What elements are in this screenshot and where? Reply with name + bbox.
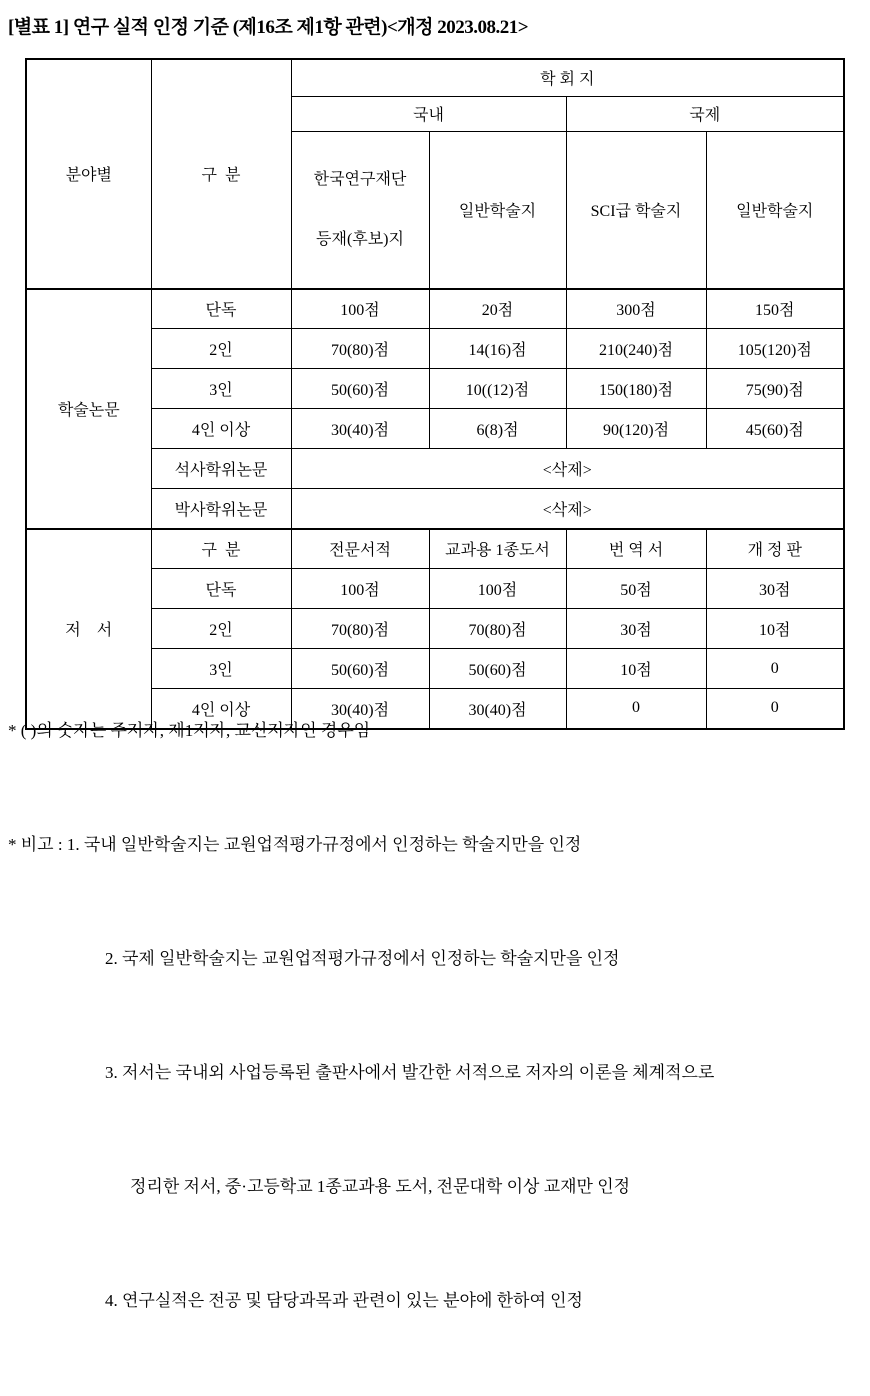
- deleted-cell: <삭제>: [291, 489, 844, 529]
- score-cell: 70(80)점: [429, 609, 566, 649]
- score-cell: 210(240)점: [566, 329, 706, 369]
- header-general-journal-domestic: 일반학술지: [429, 131, 566, 289]
- score-cell: 30점: [706, 569, 844, 609]
- score-cell: 150(180)점: [566, 369, 706, 409]
- deleted-cell: <삭제>: [291, 449, 844, 489]
- books-header-division: 구 분: [151, 529, 291, 569]
- score-cell: 0: [706, 689, 844, 729]
- books-header-professional: 전문서적: [291, 529, 429, 569]
- score-cell: 50(60)점: [429, 649, 566, 689]
- division-cell: 3인: [151, 649, 291, 689]
- section-label-books: 저 서: [26, 529, 151, 729]
- table-row: [26, 529, 844, 569]
- footnote-remark-1: * 비고 : 1. 국내 일반학술지는 교원업적평가규정에서 인정하는 학술지만을 인정: [8, 835, 582, 854]
- score-cell: 45(60)점: [706, 409, 844, 449]
- score-cell: 30(40)점: [291, 689, 429, 729]
- score-cell: 100점: [291, 569, 429, 609]
- section-label-papers: 학술논문: [26, 289, 151, 529]
- division-cell: 2인: [151, 609, 291, 649]
- division-cell: 단독: [151, 289, 291, 329]
- score-cell: 150점: [706, 289, 844, 329]
- score-cell: 30(40)점: [291, 409, 429, 449]
- score-cell: 90(120)점: [566, 409, 706, 449]
- division-cell: 4인 이상: [151, 689, 291, 729]
- header-domestic: 국내: [291, 96, 566, 131]
- header-division: 구 분: [151, 59, 291, 289]
- footnote-parentheses: * ( )의 숫자는 주저자, 제1저자, 교신저자인 경우임: [8, 721, 371, 740]
- books-header-revision: 개 정 판: [706, 529, 844, 569]
- books-header-translation: 번 역 서: [566, 529, 706, 569]
- footnote-remark-3: 3. 저서는 국내외 사업등록된 출판사에서 발간한 서적으로 저자의 이론을 체계적으로: [105, 1063, 715, 1082]
- footnote-remark-3-cont: 정리한 저서, 중·고등학교 1종교과용 도서, 전문대학 이상 교재만 인정: [130, 1177, 631, 1196]
- division-cell: 2인: [151, 329, 291, 369]
- division-cell: 박사학위논문: [151, 489, 291, 529]
- score-cell: 30점: [566, 609, 706, 649]
- score-cell: 10점: [706, 609, 844, 649]
- footnote-remark-4: 4. 연구실적은 전공 및 담당과목과 관련이 있는 분야에 한하여 인정: [105, 1291, 583, 1310]
- criteria-table: [25, 58, 845, 730]
- score-cell: 6(8)점: [429, 409, 566, 449]
- header-category: 분야별: [26, 59, 151, 289]
- score-cell: 50(60)점: [291, 649, 429, 689]
- books-header-textbook: 교과용 1종도서: [429, 529, 566, 569]
- page-title: [별표 1] 연구 실적 인정 기준 (제16조 제1항 관련)<개정 2023.08.21>: [8, 17, 529, 38]
- division-cell: 4인 이상: [151, 409, 291, 449]
- header-general-journal-intl: 일반학술지: [706, 131, 844, 289]
- table-row: [26, 289, 844, 329]
- header-international: 국제: [566, 96, 844, 131]
- footnote-remark-2: 2. 국제 일반학술지는 교원업적평가규정에서 인정하는 학술지만을 인정: [105, 949, 620, 968]
- score-cell: 70(80)점: [291, 609, 429, 649]
- score-cell: 20점: [429, 289, 566, 329]
- header-sci-journal: SCI급 학술지: [566, 131, 706, 289]
- score-cell: 30(40)점: [429, 689, 566, 729]
- score-cell: 0: [566, 689, 706, 729]
- division-cell: 석사학위논문: [151, 449, 291, 489]
- score-cell: 14(16)점: [429, 329, 566, 369]
- division-cell: 3인: [151, 369, 291, 409]
- division-cell: 단독: [151, 569, 291, 609]
- table-row: [26, 59, 844, 96]
- score-cell: 100점: [429, 569, 566, 609]
- header-krf-journal: 한국연구재단 등재(후보)지: [291, 131, 429, 289]
- score-cell: 70(80)점: [291, 329, 429, 369]
- score-cell: 75(90)점: [706, 369, 844, 409]
- score-cell: 50점: [566, 569, 706, 609]
- score-cell: 100점: [291, 289, 429, 329]
- footnotes: [8, 636, 864, 1396]
- score-cell: 10((12)점: [429, 369, 566, 409]
- score-cell: 300점: [566, 289, 706, 329]
- score-cell: 0: [706, 649, 844, 689]
- score-cell: 50(60)점: [291, 369, 429, 409]
- score-cell: 10점: [566, 649, 706, 689]
- header-journal-group: 학 회 지: [291, 59, 844, 96]
- score-cell: 105(120)점: [706, 329, 844, 369]
